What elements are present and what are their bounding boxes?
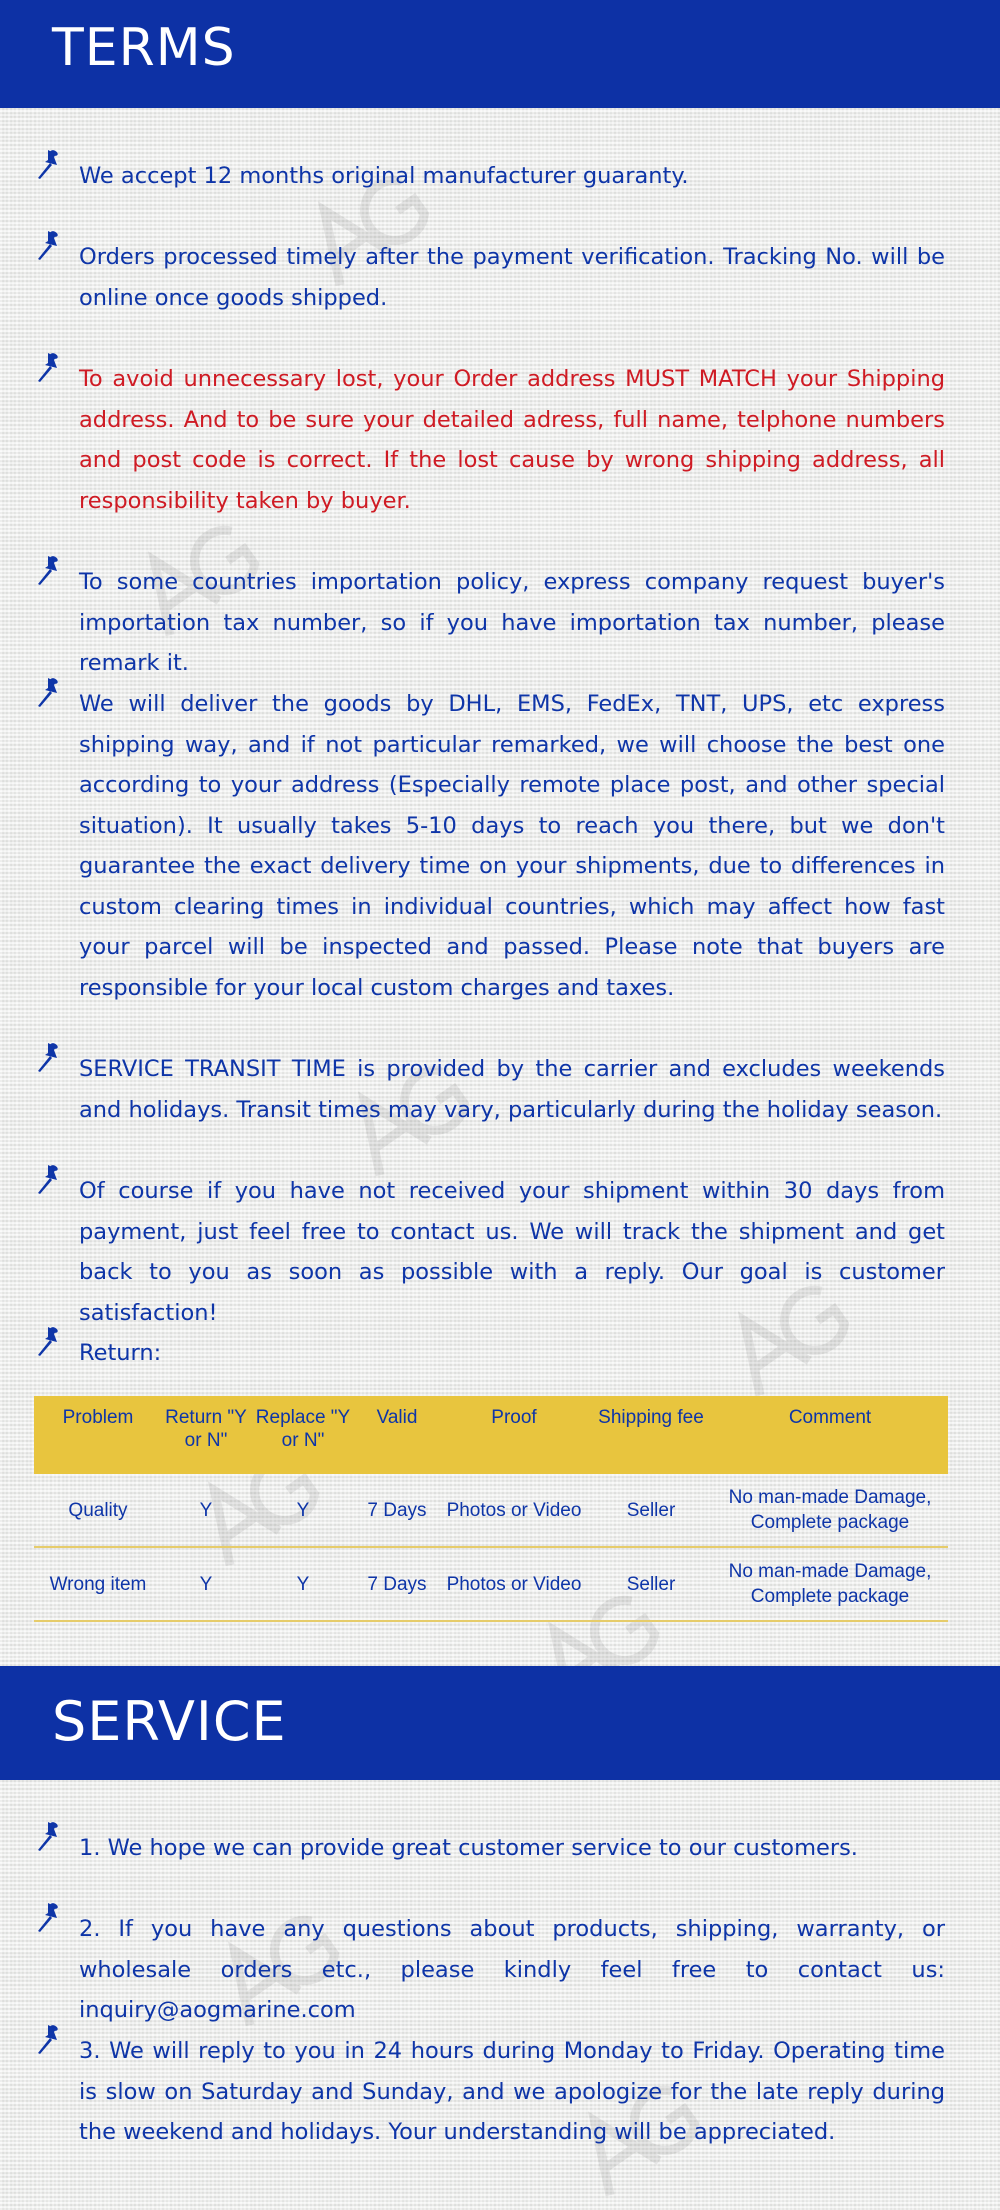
pushpin-icon — [34, 148, 68, 182]
pushpin-icon — [34, 229, 68, 263]
pushpin-icon — [34, 1041, 68, 1075]
table-cell: No man-made Damage, Complete package — [712, 1547, 948, 1621]
table-cell: Wrong item — [34, 1547, 162, 1621]
table-cell: Quality — [34, 1474, 162, 1547]
table-cell: Y — [162, 1474, 250, 1547]
table-header-cell: Replace "Y or N" — [250, 1396, 356, 1474]
pushpin-icon — [34, 351, 68, 385]
pushpin-icon — [34, 2023, 68, 2057]
table-cell: Seller — [590, 1547, 712, 1621]
table-cell: Seller — [590, 1474, 712, 1547]
table-cell: No man-made Damage, Complete package — [712, 1474, 948, 1547]
table-cell: 7 Days — [356, 1547, 438, 1621]
service-text: 1. We hope we can provide great customer service to our customers. — [79, 1835, 858, 1861]
service-banner — [0, 1666, 1000, 1780]
table-header-cell: Problem — [34, 1396, 162, 1474]
table-cell: 7 Days — [356, 1474, 438, 1547]
terms-warning-text: To avoid unnecessary lost, your Order address MUST MATCH your Shipping address. And to be sure your detailed adress, full name, telphone numbers and post code is correct. If the lost cause by wrong shipping address, all responsibility taken by buyer. — [79, 366, 945, 514]
terms-text: To some countries importation policy, express company request buyer's importation tax number, so if you have importation tax number, please remark it. — [79, 569, 945, 676]
table-header-row — [34, 1396, 948, 1474]
table-row — [34, 1474, 948, 1547]
service-title: SERVICE — [52, 1690, 287, 1753]
return-heading: Return: — [79, 1340, 162, 1366]
pushpin-icon — [34, 1901, 68, 1935]
terms-banner — [0, 0, 1000, 108]
table-header-cell: Valid — [356, 1396, 438, 1474]
pushpin-icon — [34, 1163, 68, 1197]
terms-title: TERMS — [52, 18, 236, 78]
table-header-cell: Shipping fee — [590, 1396, 712, 1474]
pushpin-icon — [34, 1325, 68, 1359]
terms-text: We will deliver the goods by DHL, EMS, FedEx, TNT, UPS, etc express shipping way, and if not particular remarked, we will choose the best one according to your address (Especially remote place post, and other special situation). It usually takes 5-10 days to reach you there, but we don't guarantee the exact delivery time on your shipments, due to differences in custom clearing times in individual countries, which may affect how fast your parcel will be inspected and passed. Please note that buyers are responsible for your local custom charges and taxes. — [79, 691, 945, 1001]
table-row — [34, 1547, 948, 1621]
return-policy-table — [34, 1396, 948, 1622]
table-cell: Y — [250, 1547, 356, 1621]
service-text: 2. If you have any questions about products, shipping, warranty, or wholesale orders etc., please kindly feel free to contact us: inquiry@aogmarine.com — [79, 1916, 945, 2023]
terms-text: Orders processed timely after the payment verification. Tracking No. will be online once goods shipped. — [79, 244, 945, 311]
table-header-cell: Proof — [438, 1396, 590, 1474]
table-cell: Photos or Video — [438, 1547, 590, 1621]
terms-text: SERVICE TRANSIT TIME is provided by the carrier and excludes weekends and holidays. Transit times may vary, particularly during the holiday season. — [79, 1056, 945, 1123]
pushpin-icon — [34, 676, 68, 710]
table-header-cell: Comment — [712, 1396, 948, 1474]
table-cell: Y — [250, 1474, 356, 1547]
pushpin-icon — [34, 554, 68, 588]
service-text: 3. We will reply to you in 24 hours during Monday to Friday. Operating time is slow on Saturday and Sunday, and we apologize for the late reply during the weekend and holidays. Your understanding will be appreciated. — [79, 2038, 945, 2145]
table-header-cell: Return "Y or N" — [162, 1396, 250, 1474]
table-cell: Y — [162, 1547, 250, 1621]
table-cell: Photos or Video — [438, 1474, 590, 1547]
terms-text: Of course if you have not received your shipment within 30 days from payment, just feel free to contact us. We will track the shipment and get back to you as soon as possible with a reply. Our goal is customer satisfaction! — [79, 1178, 945, 1326]
terms-text: We accept 12 months original manufacturer guaranty. — [79, 163, 689, 189]
pushpin-icon — [34, 1820, 68, 1854]
